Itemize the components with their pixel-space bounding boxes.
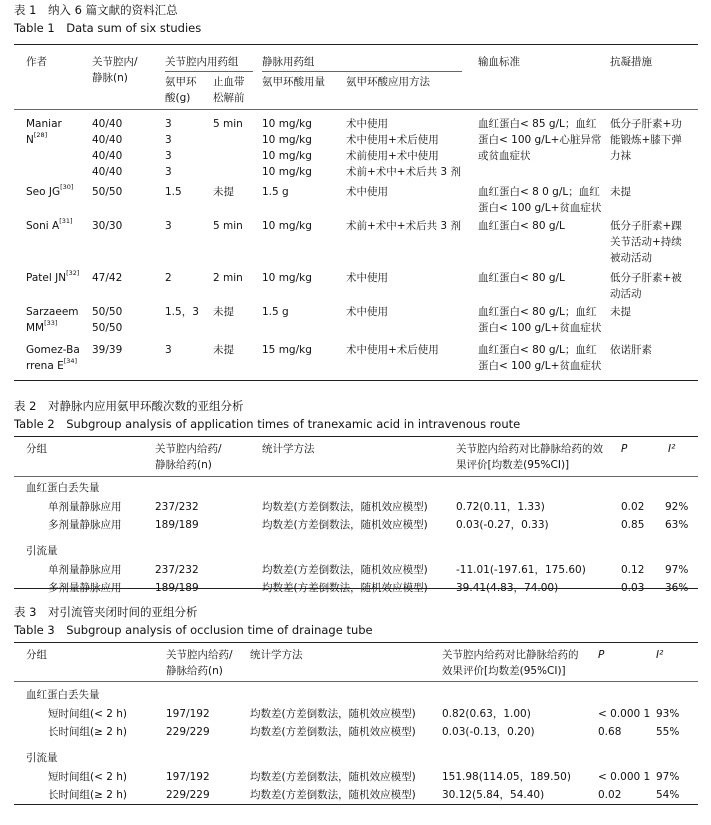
table2-method-cell: 均数差(方差倒数法，随机效应模型)	[262, 519, 428, 531]
table3-group-cell: 短时间组(< 2 h)	[48, 708, 128, 720]
table2-caption-cn: 表 2 对静脉内应用氨甲环酸次数的亚组分析	[14, 399, 244, 413]
reference-marker: [34]	[63, 357, 78, 365]
table2-p-cell: 0.02	[621, 501, 645, 513]
table1-method: 术前+术中+术后共 3 剂	[346, 220, 461, 232]
table1-txa: 1.5	[165, 186, 182, 198]
table1-method: 术中使用	[346, 272, 388, 284]
t3-header-method: 统计学方法	[250, 649, 303, 661]
table3-section-title: 引流量	[26, 752, 58, 764]
table3-group-cell: 短时间组(< 2 h)	[48, 771, 128, 783]
table1-anticoag: 低分子肝素+踝 关节活动+持续 被动活动	[610, 220, 682, 264]
table1-n: 39/39	[92, 344, 123, 356]
table1-txa: 3	[165, 220, 172, 232]
t2-header-n: 关节腔内给药/ 静脉给药(n)	[155, 443, 222, 471]
table1-transfusion: 血红蛋白< 85 g/L；血红 蛋白< 100 g/L+心脏异常 或贫血症状	[478, 118, 602, 162]
t1-iv-group-rule	[262, 71, 462, 72]
table2-caption-en: Table 2 Subgroup analysis of application times of tranexamic acid in intravenous route	[14, 417, 521, 431]
table3-group-cell: 长时间组(≥ 2 h)	[48, 789, 128, 801]
table3-p-cell: 0.02	[598, 789, 622, 801]
table1-anticoag: 未提	[610, 186, 631, 198]
t1-header-iv-method: 氨甲环酸应用方法	[346, 76, 430, 88]
t1-header-txa: 氨甲环 酸(g)	[165, 76, 197, 104]
table1-dose: 15 mg/kg	[262, 344, 312, 356]
table1-n: 50/50 50/50	[92, 306, 123, 334]
table1-n: 50/50	[92, 186, 123, 198]
table1-top-rule	[14, 44, 698, 45]
t3-header-p: P	[598, 649, 605, 661]
table2-n-cell: 237/232	[155, 564, 199, 576]
table2-bottom-rule	[14, 588, 698, 589]
table1-txa: 3	[165, 344, 172, 356]
table1-transfusion: 血红蛋白< 80 g/L	[478, 272, 565, 284]
t3-header-n: 关节腔内给药/ 静脉给药(n)	[166, 649, 233, 677]
table1-method: 术中使用	[346, 186, 388, 198]
table2-effect-cell: -11.01(-197.61，175.60)	[456, 564, 586, 576]
table3-n-cell: 197/192	[166, 708, 210, 720]
t2-header-p: P	[621, 443, 628, 455]
table1-anticoag: 低分子肝素+功 能锻炼+膝下弹 力袜	[610, 118, 682, 162]
table3-p-cell: < 0.000 1	[598, 708, 651, 720]
table3-p-cell: 0.68	[598, 726, 622, 738]
table1-tq: 未提	[213, 306, 234, 318]
table1-dose: 10 mg/kg	[262, 272, 312, 284]
table1-n: 30/30	[92, 220, 123, 232]
table1-txa: 1.5，3	[165, 306, 199, 318]
table3-method-cell: 均数差(方差倒数法，随机效应模型)	[250, 726, 416, 738]
reference-marker: [32]	[66, 269, 80, 277]
table2-effect-cell: 39.41(4.83，74.00)	[456, 582, 559, 594]
table3-method-cell: 均数差(方差倒数法，随机效应模型)	[250, 771, 416, 783]
table1-txa: 2	[165, 272, 172, 284]
t1-header-n: 关节腔内/ 静脉(n)	[92, 56, 138, 84]
table1-transfusion: 血红蛋白< 80 g/L；血红 蛋白< 100 g/L+贫血症状	[478, 344, 602, 372]
table2-header-rule	[14, 476, 698, 477]
table1-transfusion: 血红蛋白< 8 0 g/L；血红 蛋白< 100 g/L+贫血症状	[478, 186, 602, 214]
t1-header-iv-group: 静脉用药组	[262, 56, 315, 68]
table2-n-cell: 189/189	[155, 582, 199, 594]
table2-group-cell: 多剂量静脉应用	[48, 582, 122, 594]
table1-dose: 10 mg/kg	[262, 220, 312, 232]
table2-n-cell: 237/232	[155, 501, 199, 513]
table3-caption-en: Table 3 Subgroup analysis of occlusion time of drainage tube	[14, 623, 373, 637]
table3-n-cell: 229/229	[166, 726, 210, 738]
table2-effect-cell: 0.72(0.11，1.33)	[456, 501, 545, 513]
table3-method-cell: 均数差(方差倒数法，随机效应模型)	[250, 789, 416, 801]
t2-header-group: 分组	[26, 443, 47, 455]
table2-n-cell: 189/189	[155, 519, 199, 531]
table1-author: Soni A[31]	[26, 217, 73, 232]
table1-author: Maniar N[28]	[26, 118, 62, 146]
table1-dose: 1.5 g	[262, 186, 289, 198]
t1-header-anticoag: 抗凝措施	[610, 56, 652, 68]
table1-txa: 3 3 3 3	[165, 118, 172, 178]
table3-caption-cn: 表 3 对引流管夹闭时间的亚组分析	[14, 605, 198, 619]
table3-i2-cell: 54%	[656, 789, 680, 801]
table2-section-title: 引流量	[26, 545, 58, 557]
table1-caption-en: Table 1 Data sum of six studies	[14, 21, 202, 35]
table2-effect-cell: 0.03(-0.27，0.33)	[456, 519, 549, 531]
table3-effect-cell: 30.12(5.84，54.40)	[442, 789, 545, 801]
table2-p-cell: 0.85	[621, 519, 645, 531]
table1-author: Patel JN[32]	[26, 269, 80, 284]
table3-group-cell: 长时间组(≥ 2 h)	[48, 726, 128, 738]
table1-transfusion: 血红蛋白< 80 g/L；血红 蛋白< 100 g/L+贫血症状	[478, 306, 602, 334]
table3-i2-cell: 93%	[656, 708, 680, 720]
table1-tq: 未提	[213, 186, 234, 198]
table3-effect-cell: 151.98(114.05，189.50)	[442, 771, 571, 783]
table3-p-cell: < 0.000 1	[598, 771, 651, 783]
table1-anticoag: 依诺肝素	[610, 344, 652, 356]
table1-author: Sarzaeem MM[33]	[26, 306, 79, 334]
table3-bottom-rule	[14, 804, 698, 805]
table1-dose: 1.5 g	[262, 306, 289, 318]
table2-i2-cell: 36%	[665, 582, 689, 594]
table3-i2-cell: 55%	[656, 726, 680, 738]
table2-i2-cell: 97%	[665, 564, 689, 576]
t3-header-i2: I²	[656, 649, 664, 661]
table2-top-rule	[14, 436, 698, 437]
t3-header-group: 分组	[26, 649, 47, 661]
t1-header-transfusion: 输血标准	[478, 56, 520, 68]
reference-marker: [30]	[60, 183, 74, 191]
table1-bottom-rule	[14, 380, 698, 381]
table2-group-cell: 单剂量静脉应用	[48, 564, 122, 576]
table2-i2-cell: 63%	[665, 519, 689, 531]
table1-caption-cn: 表 1 纳入 6 篇文献的资料汇总	[14, 3, 178, 17]
table2-p-cell: 0.12	[621, 564, 645, 576]
table1-tq: 未提	[213, 344, 234, 356]
table2-group-cell: 多剂量静脉应用	[48, 519, 122, 531]
table3-n-cell: 197/192	[166, 771, 210, 783]
t1-header-iv-dose: 氨甲环酸用量	[262, 76, 325, 88]
table2-method-cell: 均数差(方差倒数法，随机效应模型)	[262, 501, 428, 513]
table1-tq: 5 min	[213, 118, 243, 130]
table1-method: 术中使用	[346, 306, 388, 318]
table1-n: 47/42	[92, 272, 123, 284]
reference-marker: [28]	[33, 131, 48, 139]
table3-header-rule	[14, 681, 698, 682]
t2-header-i2: I²	[668, 443, 676, 455]
table1-method: 术中使用+术后使用	[346, 344, 439, 356]
table1-author: Gomez-Ba rrena E[34]	[26, 344, 80, 372]
table3-section-title: 血红蛋白丢失量	[26, 689, 100, 701]
table3-effect-cell: 0.03(-0.13，0.20)	[442, 726, 535, 738]
table1-transfusion: 血红蛋白< 80 g/L	[478, 220, 565, 232]
t3-header-effect: 关节腔内给药对比静脉给药的 效果评价[均数差(95%CI)]	[442, 649, 579, 677]
reference-marker: [33]	[44, 319, 58, 327]
t1-header-tq: 止血带 松解前	[213, 76, 245, 104]
t2-header-method: 统计学方法	[262, 443, 315, 455]
table3-n-cell: 229/229	[166, 789, 210, 801]
table1-tq: 2 min	[213, 272, 243, 284]
t1-header-author: 作者	[26, 56, 47, 68]
table1-author: Seo JG[30]	[26, 183, 74, 198]
table1-method: 术中使用 术中使用+术后使用 术前使用+术中使用 术前+术中+术后共 3 剂	[346, 118, 461, 178]
table1-anticoag: 低分子肝素+被 动活动	[610, 272, 682, 300]
table2-group-cell: 单剂量静脉应用	[48, 501, 122, 513]
table3-effect-cell: 0.82(0.63，1.00)	[442, 708, 531, 720]
t2-header-effect: 关节腔内给药对比静脉给药的效 果评价[均数差(95%CI)]	[456, 443, 603, 471]
table3-i2-cell: 97%	[656, 771, 680, 783]
table2-p-cell: 0.03	[621, 582, 645, 594]
table1-anticoag: 未提	[610, 306, 631, 318]
reference-marker: [31]	[59, 217, 73, 225]
table2-method-cell: 均数差(方差倒数法，随机效应模型)	[262, 582, 428, 594]
table2-section-title: 血红蛋白丢失量	[26, 482, 100, 494]
table1-n: 40/40 40/40 40/40 40/40	[92, 118, 123, 178]
table2-method-cell: 均数差(方差倒数法，随机效应模型)	[262, 564, 428, 576]
table1-header-rule	[14, 109, 698, 110]
t1-ia-group-rule	[165, 71, 253, 72]
t1-header-ia-group: 关节腔内用药组	[165, 56, 239, 68]
table1-tq: 5 min	[213, 220, 243, 232]
table3-method-cell: 均数差(方差倒数法，随机效应模型)	[250, 708, 416, 720]
table3-top-rule	[14, 642, 698, 643]
table1-dose: 10 mg/kg 10 mg/kg 10 mg/kg 10 mg/kg	[262, 118, 312, 178]
table2-i2-cell: 92%	[665, 501, 689, 513]
